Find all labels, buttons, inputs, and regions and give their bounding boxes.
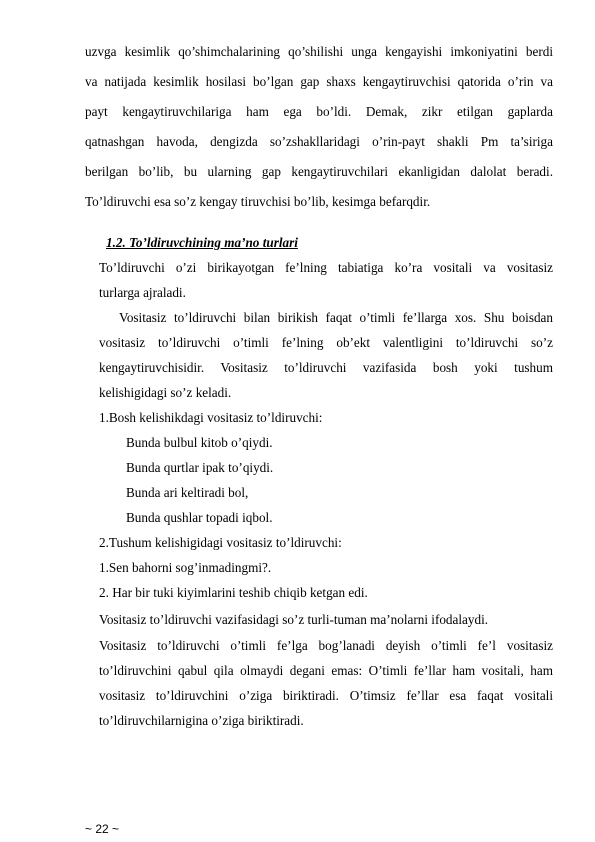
example-line: Bunda ari keltiradi bol, xyxy=(126,485,249,500)
example-line: 2. Har bir tuki kiyimlarini teshib chiqib ketgan edi. xyxy=(99,585,368,600)
paragraph-line: va natijada kesimlik hosilasi bo’lgan gap shaxs kengaytiruvchisi qatorida o’rin va xyxy=(85,74,553,89)
case-title: 1.Bosh kelishikdagi vositasiz to’ldiruvchi: xyxy=(99,410,323,425)
page-number: ~ 22 ~ xyxy=(85,822,120,836)
paragraph-line: kelishigidagi so’z keladi. xyxy=(99,385,232,400)
example-line: Bunda bulbul kitob o’qiydi. xyxy=(126,435,273,450)
paragraph-line: berilgan bo’lib, bu ularning gap kengaytiruvchilari ekanligidan dalolat beradi. xyxy=(85,164,553,179)
example-line: 1.Sen bahorni sog’inmadingmi?. xyxy=(99,560,272,575)
paragraph-line: To’ldiruvchi o’zi birikayotgan fe’lning tabiatiga ko’ra vositali va vositasiz xyxy=(99,260,553,275)
closing-line: Vositasiz to’ldiruvchi vazifasidagi so’z turli-tuman ma’nolarni ifodalaydi. xyxy=(99,612,489,627)
paragraph-line: Vositasiz to’ldiruvchi bilan birikish faqat o’timli fe’llarga xos. Shu boisdan xyxy=(119,310,553,325)
paragraph-line: turlarga ajraladi. xyxy=(99,285,186,300)
example-line: Bunda qurtlar ipak to’qiydi. xyxy=(126,460,274,475)
paragraph-line: uzvga kesimlik qo’shimchalarining qo’shilishi unga kengayishi imkoniyatini berdi xyxy=(85,44,553,59)
paragraph-line: kengaytiruvchisidir. Vositasiz to’ldiruvchi vazifasida bosh yoki tushum xyxy=(99,360,553,375)
paragraph-line: Vositasiz to’ldiruvchi o’timli fe’lga bog’lanadi deyish o’timli fe’l vositasiz xyxy=(99,638,553,653)
paragraph-line: to’ldiruvchini qabul qila olmaydi degani emas: O’timli fe’llar ham vositali, ham xyxy=(99,663,553,678)
paragraph-line: To’ldiruvchi esa so’z kengay tiruvchisi bo’lib, kesimga befarqdir. xyxy=(85,194,431,209)
paragraph-line: to’ldiruvchilarnigina o’ziga biriktiradi. xyxy=(99,713,304,728)
section-heading: 1.2. To’ldiruvchining ma’no turlari xyxy=(106,235,298,250)
example-line: Bunda qushlar topadi iqbol. xyxy=(126,510,273,525)
case-title: 2.Tushum kelishigidagi vositasiz to’ldiruvchi: xyxy=(99,535,342,550)
paragraph-line: vositasiz to’ldiruvchi o’timli fe’lning ob’ekt valentligini to’ldiruvchi so’z xyxy=(99,335,553,350)
paragraph-line: vositasiz to’ldiruvchini o’ziga biriktiradi. O’timsiz fe’llar esa faqat vositali xyxy=(99,688,553,703)
paragraph-line: qatnashgan havoda, dengizda so’zshakllaridagi o’rin-payt shakli Pm ta’siriga xyxy=(85,134,553,149)
paragraph-line: payt kengaytiruvchilariga ham ega bo’ldi. Demak, zikr etilgan gaplarda xyxy=(85,104,553,119)
